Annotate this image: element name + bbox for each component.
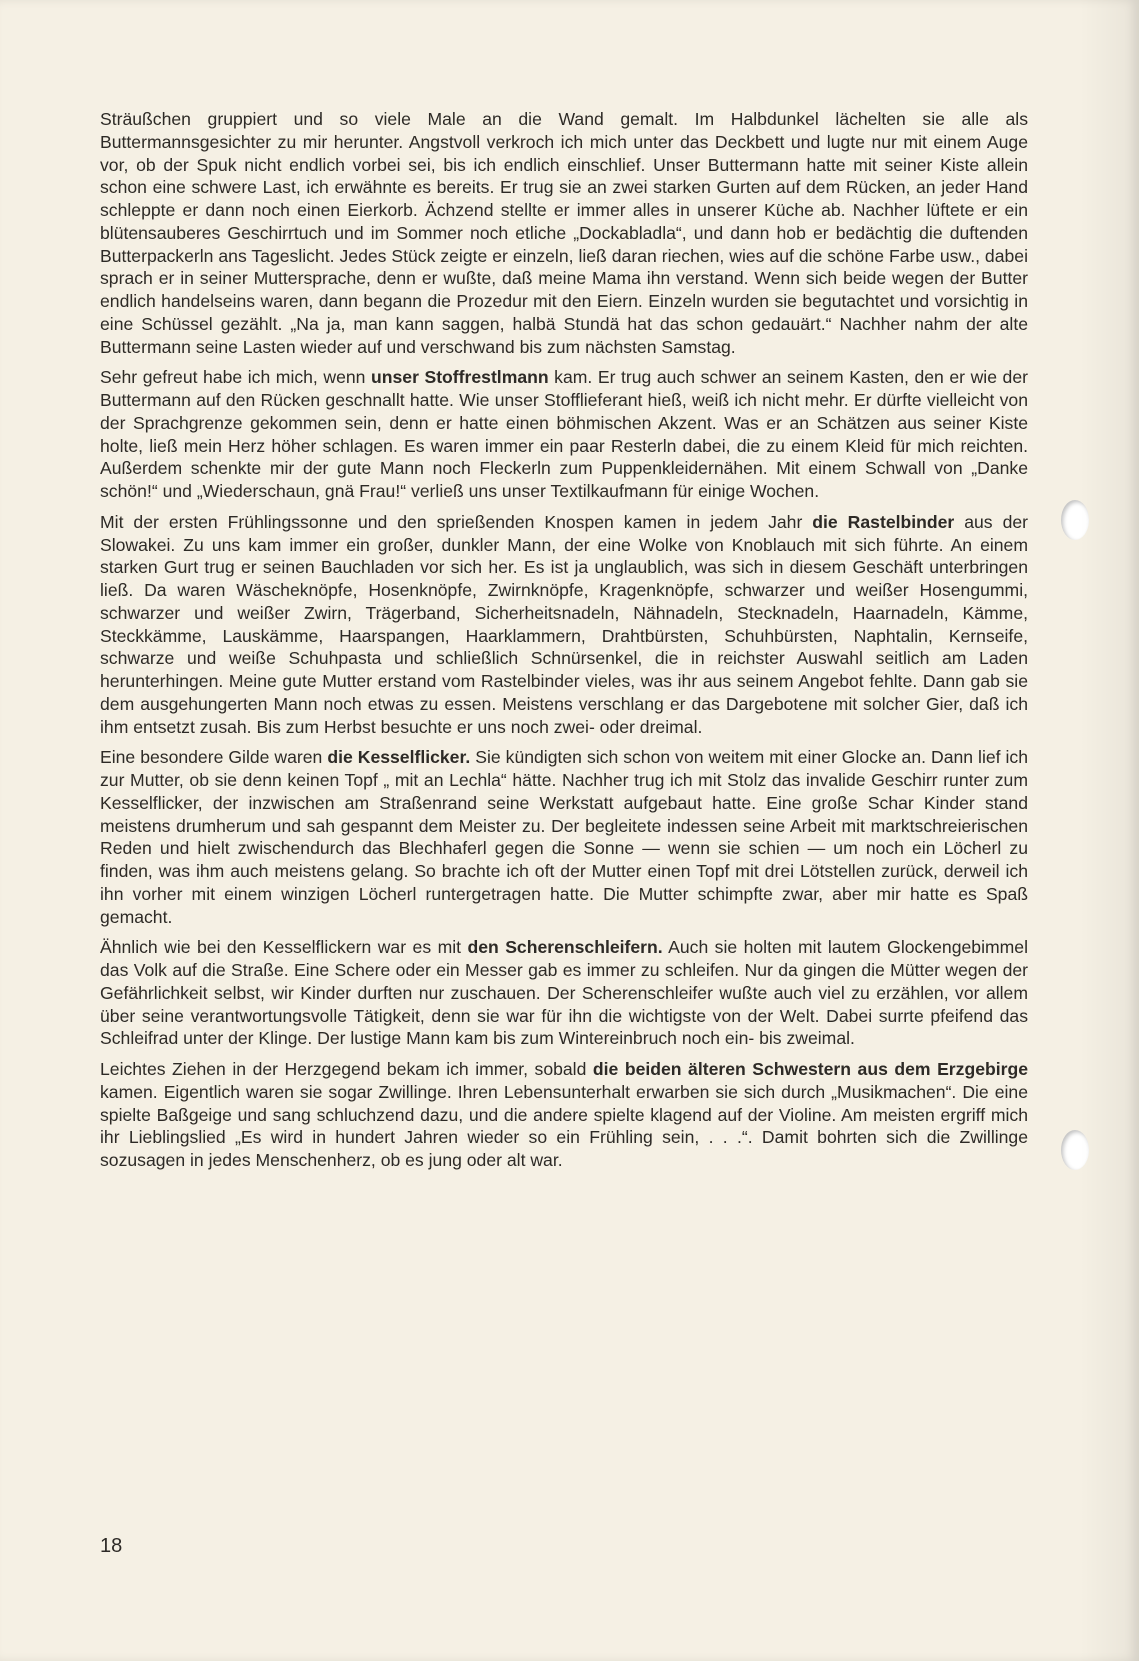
text-segment: Sehr gefreut habe ich mich, wenn xyxy=(100,367,371,388)
text-segment: Auch sie holten mit lautem Glockengebimmel das Volk auf die Straße. Eine Schere oder ein Messer gab es immer zu schleifen. Nur da gingen die Mütter wegen der Gefährlichkeit selbst, wir Kinder durften nur zuschauen. Der Scherenschleifer wußte auch viel zu erzählen, vor allem über seine verantwortungsvolle Tätigkeit, denn sie war für ihn die wichtigste von der Welt. Dabei surrte pfeifend das Schleifrad unter der Klinge. Der lustige Mann kam bis zum Wintereinbruch noch ein- bis zweimal. xyxy=(100,937,1028,1049)
text-segment: Eine besondere Gilde waren xyxy=(100,747,328,768)
text-segment: Sie kündigten sich schon von weitem mit einer Glocke an. Dann lief ich zur Mutter, ob sie denn keinen Topf „ mit an Lechla“ hätte. Nachher trug ich mit Stolz das invalide Geschirr runter zum Kesselflicker, der inzwischen am Straßenrand seine Werkstatt aufgebaut hatte. Eine große Schar Kinder stand meistens drumherum und sah gespannt dem Meister zu. Der begleitete indessen seine Arbeit mit marktschreierischen Reden und hielt zwischendurch das Blechhaferl gegen die Sonne — wenn sie schien — um noch ein Löcherl zu finden, was ihm auch meistens gelang. So brachte ich oft der Mutter einen Topf mit drei Lötstellen zurück, derweil ich ihn vorher mit einem winzigen Löcherl runtergetragen hatte. Die Mutter schimpfte zwar, aber mir hatte es Spaß gemacht. xyxy=(100,747,1029,927)
punch-hole xyxy=(1061,500,1089,540)
text-segment: Sträußchen gruppiert und so viele Male an die Wand gemalt. Im Halbdunkel lächelten sie alle als Buttermannsgesichter zu mir herunter. Angstvoll verkroch ich mich unter das Deckbett und lugte nur mit einem Auge vor, ob der Spuk nicht endlich vorbei sei, bis ich endlich einschlief. Unser Buttermann hatte mit seiner Kiste allein schon eine schwere Last, ich erwähnte es bereits. Er trug sie an zwei starken Gurten auf dem Rücken, an jeder Hand schleppte er dann noch einen Eierkorb. Ächzend stellte er immer alles in unserer Küche ab. Nachher lüftete er ein blütensauberes Geschirrtuch und im Sommer noch etliche „Dockabladla“, und dann hob er bedächtig die duftenden Butterpackerln ans Tageslicht. Jedes Stück zeigte er einzeln, ließ daran riechen, wies auf die schöne Farbe usw., dabei sprach er in seiner Muttersprache, denn er wußte, daß meine Mama ihn verstand. Wenn sich beide wegen der Butter endlich handelseins waren, dann begann die Prozedur mit den Eiern. Einzeln wurden sie begutachtet und vorsichtig in eine Schüssel gezählt. „Na ja, man kann saggen, halbä Stundä hat das schon gedauärt.“ Nachher nahm der alte Buttermann seine Lasten wieder auf und verschwand bis zum nächsten Samstag. xyxy=(100,109,1028,357)
paragraph xyxy=(100,746,1028,928)
paragraph xyxy=(100,366,1028,503)
text-segment: Ähnlich wie bei den Kesselflickern war es mit xyxy=(100,937,468,958)
punch-hole xyxy=(1061,1130,1089,1170)
bold-term: unser Stoffrestlmann xyxy=(371,367,549,388)
text-segment: Leichtes Ziehen in der Herzgegend bekam ich immer, sobald xyxy=(100,1059,593,1079)
bold-term: die beiden älteren Schwestern aus dem Erzgebirge xyxy=(592,1059,1028,1079)
bold-term: die Rastelbinder xyxy=(812,511,955,532)
paragraph xyxy=(100,936,1028,1050)
bold-term: den Scherenschleifern. xyxy=(467,937,663,958)
text-segment: Mit der ersten Frühlingssonne und den sprießenden Knospen kamen in jedem Jahr xyxy=(100,511,813,532)
text-segment: kam. Er trug auch schwer an seinem Kasten, den er wie der Buttermann auf den Rücken geschnallt hatte. Wie unser Stofflieferant hieß, weiß ich nicht mehr. Er dürfte vielleicht von der Sprachgrenze gekommen sein, denn er hatte einen böhmischen Akzent. Was er an Schätzen aus seiner Kiste holte, ließ mein Herz höher schlagen. Es waren immer ein paar Resterln dabei, die zu einem Kleid für mich reichten. Außerdem schenkte mir der gute Mann noch Fleckerln zum Puppenkleidernähen. Mit einem Schwall von „Danke schön!“ und „Wiederschaun, gnä Frau!“ verließ uns unser Textilkaufmann für einige Wochen. xyxy=(100,367,1028,501)
text-segment: kamen. Eigentlich waren sie sogar Zwillinge. Ihren Lebensunterhalt erwarben sie sich durch „Musikmachen“. Die eine spielte Baßgeige und sang schluchzend dazu, und die andere spielte klagend auf der Violine. Am meisten ergriff mich ihr Lieblingslied „Es wird in hundert Jahren wieder so ein Frühling sein, . . .“. Damit bohrten sich die Zwillinge sozusagen in jedes Menschenherz, ob es jung oder alt war. xyxy=(100,1081,1028,1170)
paragraph xyxy=(100,511,1028,739)
text-segment: aus der Slowakei. Zu uns kam immer ein großer, dunkler Mann, der eine Wolke von Knoblauch mit sich führte. An einem starken Gurt trug er seinen Bauchladen vor sich her. Es ist ja unglaublich, was sich in diesem Geschäft unterbringen ließ. Da waren Wäscheknöpfe, Hosenknöpfe, Zwirnknöpfe, Kragenknöpfe, schwarzer und weißer Hosengummi, schwarzer und weißer Zwirn, Trägerband, Sicherheitsnadeln, Nähnadeln, Stecknadeln, Haarnadeln, Kämme, Steckkämme, Lauskämme, Haarspangen, Haarklammern, Drahtbürsten, Schuhbürsten, Naphtalin, Kernseife, schwarze und weiße Schuhpasta und schließlich Schnürsenkel, die in reichster Auswahl seitlich am Laden herunterhingen. Meine gute Mutter erstand vom Rastelbinder vieles, was ihr aus seinem Angebot fehlte. Dann gab sie dem ausgehungerten Mann noch etwas zu essen. Meistens verschlang er das Dargebotene mit solcher Gier, daß ich ihm entsetzt zusah. Bis zum Herbst besuchte er uns noch zwei- oder dreimal. xyxy=(100,511,1028,737)
page-number: 18 xyxy=(100,1535,123,1557)
paragraph xyxy=(100,108,1028,358)
paragraph xyxy=(100,1058,1028,1172)
bold-term: die Kesselflicker. xyxy=(327,747,471,768)
body-text xyxy=(100,108,1028,1180)
